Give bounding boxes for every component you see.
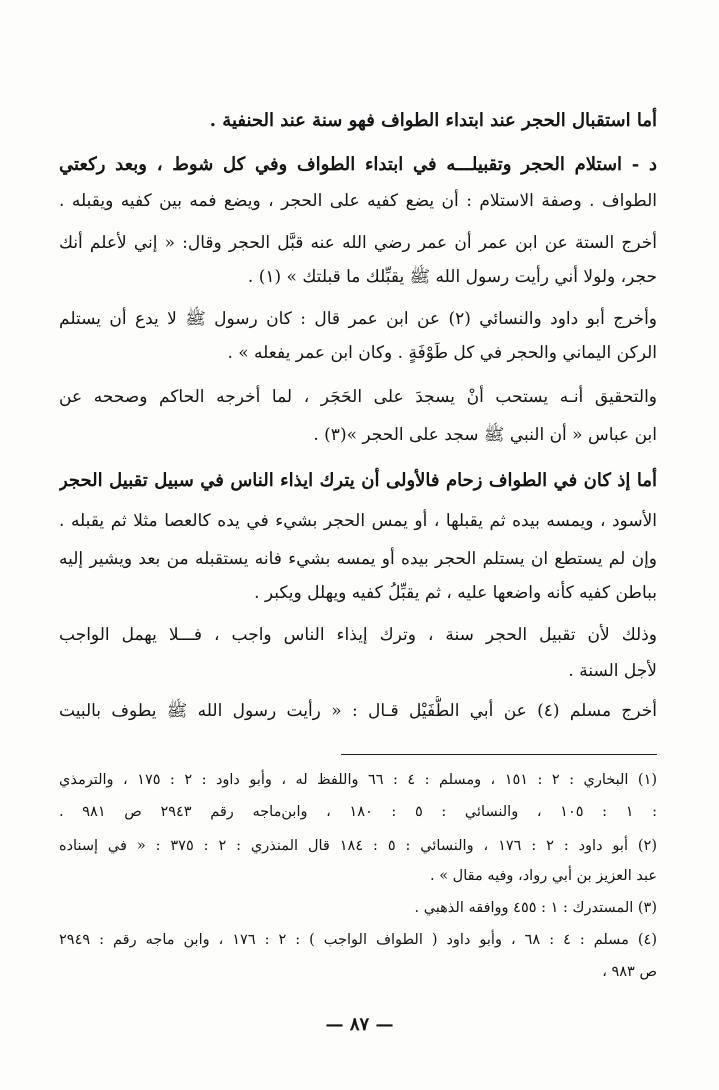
footnote-1-cont: : ١ : ١٠٥ ، والنسائي : ٥ : ١٨٠ ، وابن‌ماجه رقم ٢٩٤٣ ص ٩٨١ .: [59, 804, 657, 820]
text-line-abu-dawud-nasai: وأخرج أبو داود والنسائي (٢) عن ابن عمر قال : كان رسول ﷺ لا يدع أن يستلم: [59, 309, 657, 329]
footnote-4-cont: ص ٩٨٣ ،: [602, 964, 657, 980]
text-line-section-d-heading: د - استلام الحجر وتقبيلـــه في ابتداء الطواف وفي كل شوط ، وبعد ركعتي: [59, 154, 657, 175]
footnote-1: (١) البخاري : ٢ : ١٥١ ، ومسلم : ٤ : ٦٦ واللفظ له ، وأبو داود : ٢ : ١٧٥ ، والترمذي: [59, 772, 657, 788]
text-line-hadith-umar-cont: حجر، ولولا أني رأيت رسول الله ﷺ يقبِّلك ما قبلتك » (١) .: [247, 267, 657, 287]
text-line-muslim-abu-tufail: أخرج مسلم (٤) عن أبي الطُّفَيْل قـال : « رأيت رسول الله ﷺ يطوف بالبيت: [59, 701, 657, 721]
text-line-palms: بباطن كفيه كأنه واضعها عليه ، ثم يقبِّلُ كفيه ويهلل ويكبر .: [254, 583, 657, 603]
text-line-hanafi-sunnah: أما استقبال الحجر عند ابتداء الطواف فهو سنة عند الحنفية .: [209, 110, 657, 131]
text-line-hadith-umar: أخرج الستة عن ابن عمر أن عمر رضي الله عنه قبَّل الحجر وقال: « إني لأعلم أنك: [59, 233, 657, 253]
footnote-separator: [341, 754, 657, 755]
footnote-2-cont: عبد العزيز بن أبي رواد، وفيه مقال » .: [429, 868, 657, 884]
footnote-3: (٣) المستدرك : ١ : ٤٥٥ ووافقه الذهبي .: [414, 900, 657, 916]
footnote-2: (٢) أبو داود : ٢ : ١٧٦ ، والنسائي : ٥ : ١٨٤ قال المنذري : ٢ : ٣٧٥ : « في إسناده: [59, 838, 657, 854]
text-line-for-sunnah: لأجل السنة .: [568, 661, 657, 681]
text-line-yamani-corner: الركن اليماني والحجر في كل طَوْفَةٍ . وكان ابن عمر يفعله » .: [227, 343, 657, 363]
text-line-ibn-abbas: ابن عباس « أن النبي ﷺ سجد على الحجر »(٣) .: [313, 425, 657, 445]
text-line-istilam-description: الطواف . وصفة الاستلام : أن يضع كفيه على الحجر ، ويضع فمه بين كفيه ويقبله .: [59, 191, 657, 211]
text-line-touch-with-hand: الأسود ، ويمسه بيده ثم يقبلها ، أو يمس الحجر بشيء في يده كالعصا مثلا ثم يقبله .: [59, 511, 657, 531]
text-line-sunnah-vs-wajib: وذلك لأن تقبيل الحجر سنة ، وترك إيذاء الناس واجب ، فـــلا يهمل الواجب: [59, 625, 657, 645]
text-line-crowding: أما إذ كان في الطواف زحام فالأولى أن يترك ايذاء الناس في سبيل تقبيل الحجر: [59, 470, 657, 491]
text-line-sujud-hajar: والتحقيق أنـه يستحب أنْ يسجدَ على الحَجَر ، لما أخرجه الحاكم وصححه عن: [59, 387, 657, 407]
text-line-point-from-distance: وإن لم يستطع ان يستلم الحجر بيده أو يمسه بشيء فانه يستقبله من بعد ويشير إليه: [59, 549, 657, 569]
page-number: — ٨٧ —: [325, 1014, 394, 1035]
footnote-4: (٤) مسلم : ٤ : ٦٨ ، وأبو داود ( الطواف الواجب ) : ٢ : ١٧٦ ، وابن ماجه رقم : ٢٩٤٩: [59, 932, 657, 948]
